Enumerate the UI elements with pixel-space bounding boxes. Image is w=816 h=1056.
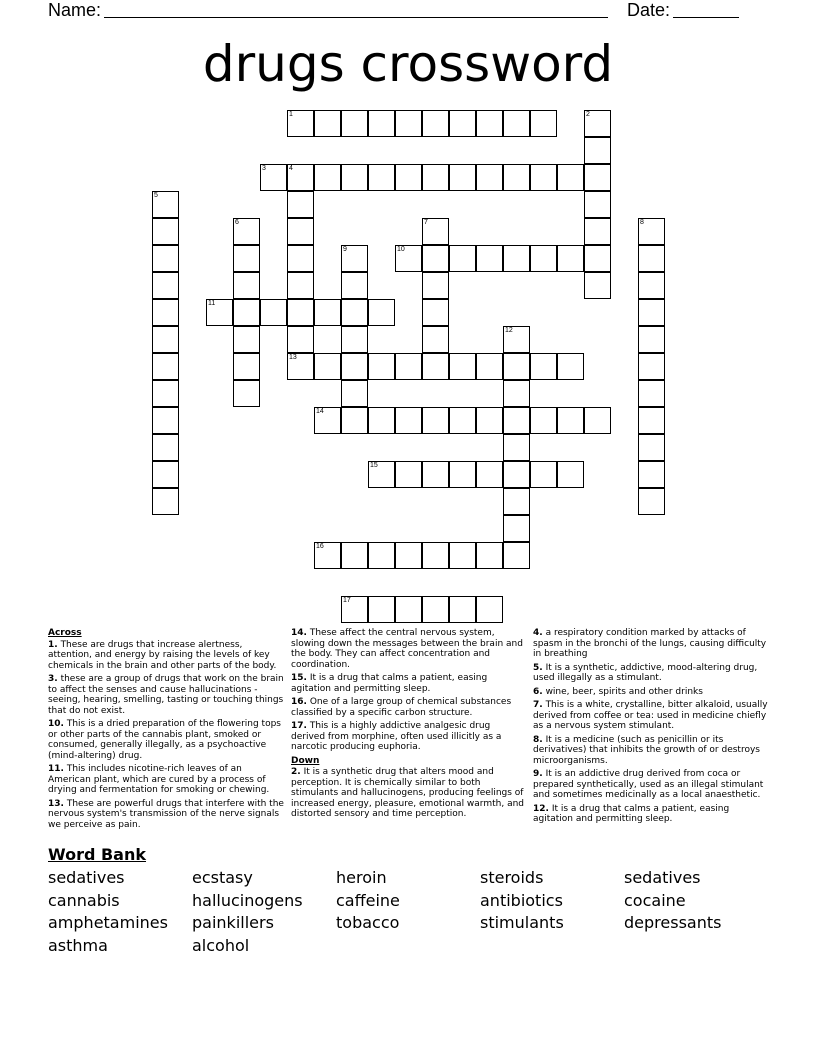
grid-cell[interactable] — [476, 164, 503, 191]
grid-cell[interactable] — [557, 407, 584, 434]
grid-cell[interactable] — [368, 461, 395, 488]
grid-cell[interactable] — [395, 245, 422, 272]
grid-cell[interactable] — [395, 542, 422, 569]
clue-down-5: 5. It is a synthetic, addictive, mood-altering drug, used illegally as a stimulant. — [533, 662, 758, 683]
cell-number: 2 — [586, 111, 590, 118]
grid-cell[interactable] — [584, 272, 611, 299]
grid-cell[interactable] — [368, 407, 395, 434]
grid-cell[interactable] — [530, 461, 557, 488]
grid-cell[interactable] — [422, 407, 449, 434]
grid-cell[interactable] — [638, 299, 665, 326]
grid-cell[interactable] — [152, 380, 179, 407]
clue-down-8: 8. It is a medicine (such as penicillin or its derivatives) that inhibits the growth of or destroys microorganisms. — [533, 734, 760, 766]
grid-cell[interactable] — [314, 353, 341, 380]
cell-number: 1 — [289, 111, 293, 118]
clues-column-3 — [533, 628, 769, 828]
grid-cell[interactable] — [233, 353, 260, 380]
grid-cell[interactable] — [476, 407, 503, 434]
grid-cell[interactable] — [638, 326, 665, 353]
grid-cell[interactable] — [503, 326, 530, 353]
grid-cell[interactable] — [233, 326, 260, 353]
grid-cell[interactable] — [233, 299, 260, 326]
word-bank-item: asthma — [48, 935, 108, 955]
clue-across-13: 13. These are powerful drugs that interfere with the nervous system's transmission of the nerve signals we perceive as pain. — [48, 798, 284, 830]
grid-cell[interactable] — [638, 434, 665, 461]
cell-number: 3 — [262, 165, 266, 172]
grid-cell[interactable] — [422, 353, 449, 380]
grid-cell[interactable] — [422, 326, 449, 353]
grid-cell[interactable] — [503, 245, 530, 272]
grid-cell[interactable] — [449, 353, 476, 380]
clues-column-1 — [48, 628, 284, 833]
grid-cell[interactable] — [152, 353, 179, 380]
grid-cell[interactable] — [368, 353, 395, 380]
grid-cell[interactable] — [341, 299, 368, 326]
grid-cell[interactable] — [152, 488, 179, 515]
grid-cell[interactable] — [368, 596, 395, 623]
grid-cell[interactable] — [449, 542, 476, 569]
word-bank-item: antibiotics — [480, 890, 563, 910]
word-bank-item: alcohol — [192, 935, 250, 955]
grid-cell[interactable] — [368, 164, 395, 191]
grid-cell[interactable] — [530, 164, 557, 191]
grid-cell[interactable] — [368, 110, 395, 137]
across-heading: Across — [48, 628, 82, 638]
grid-cell[interactable] — [503, 488, 530, 515]
grid-cell[interactable] — [341, 542, 368, 569]
grid-cell[interactable] — [260, 164, 287, 191]
clue-across-11: 11. This includes nicotine-rich leaves of an American plant, which are cured by a process of drying and fermentation for smoking or chewing. — [48, 764, 270, 795]
word-bank-item: heroin — [336, 868, 387, 887]
cell-number: 10 — [397, 246, 405, 253]
grid-cell[interactable] — [503, 407, 530, 434]
cell-number: 4 — [289, 165, 293, 172]
grid-cell[interactable] — [152, 191, 179, 218]
word-bank-item: cannabis — [48, 890, 120, 910]
grid-cell[interactable] — [422, 542, 449, 569]
grid-cell[interactable] — [503, 461, 530, 488]
grid-cell[interactable] — [503, 110, 530, 137]
grid-cell[interactable] — [584, 191, 611, 218]
cell-number: 16 — [316, 543, 324, 550]
grid-cell[interactable] — [638, 461, 665, 488]
word-bank-item: amphetamines — [48, 913, 168, 932]
cell-number: 12 — [505, 327, 513, 334]
grid-cell[interactable] — [422, 164, 449, 191]
grid-cell[interactable] — [503, 380, 530, 407]
clue-across-3: 3. these are a group of drugs that work on the brain to affect the senses and cause hallucinations - seeing, hearing, smelling, tasting or touching things that do not exist. — [48, 674, 284, 716]
grid-cell[interactable] — [638, 407, 665, 434]
grid-cell[interactable] — [287, 245, 314, 272]
cell-number: 9 — [343, 246, 347, 253]
grid-cell[interactable] — [395, 461, 422, 488]
grid-cell[interactable] — [368, 542, 395, 569]
word-bank-item: ecstasy — [192, 868, 253, 887]
grid-cell[interactable] — [152, 245, 179, 272]
grid-cell[interactable] — [314, 299, 341, 326]
word-bank-item: sedatives — [48, 868, 125, 887]
grid-cell[interactable] — [530, 407, 557, 434]
grid-cell[interactable] — [557, 353, 584, 380]
grid-cell[interactable] — [476, 461, 503, 488]
grid-cell[interactable] — [314, 542, 341, 569]
grid-cell[interactable] — [422, 461, 449, 488]
grid-cell[interactable] — [503, 434, 530, 461]
grid-cell[interactable] — [503, 164, 530, 191]
grid-cell[interactable] — [557, 245, 584, 272]
cell-number: 15 — [370, 462, 378, 469]
word-bank-item: stimulants — [480, 913, 564, 932]
grid-cell[interactable] — [287, 272, 314, 299]
grid-cell[interactable] — [314, 164, 341, 191]
grid-cell[interactable] — [368, 299, 395, 326]
grid-cell[interactable] — [530, 245, 557, 272]
grid-cell[interactable] — [287, 326, 314, 353]
grid-cell[interactable] — [314, 110, 341, 137]
cell-number: 11 — [208, 300, 216, 307]
grid-cell[interactable] — [530, 353, 557, 380]
grid-cell[interactable] — [422, 218, 449, 245]
grid-cell[interactable] — [341, 353, 368, 380]
grid-cell[interactable] — [557, 164, 584, 191]
cell-number: 8 — [640, 219, 644, 226]
word-bank-item: hallucinogens — [192, 890, 303, 910]
grid-cell[interactable] — [422, 596, 449, 623]
clue-across-15: 15. It is a drug that calms a patient, easing agitation and permitting sleep. — [291, 673, 488, 694]
grid-cell[interactable] — [449, 461, 476, 488]
cell-number: 13 — [289, 354, 297, 361]
page-title: drugs crossword — [202, 35, 614, 93]
cell-number: 5 — [154, 192, 158, 199]
grid-cell[interactable] — [638, 272, 665, 299]
grid-cell[interactable] — [476, 542, 503, 569]
word-bank-item: cocaine — [624, 890, 686, 910]
down-heading: Down — [291, 755, 320, 766]
grid-cell[interactable] — [395, 353, 422, 380]
grid-cell[interactable] — [314, 407, 341, 434]
grid-cell[interactable] — [341, 380, 368, 407]
grid-cell[interactable] — [530, 110, 557, 137]
grid-cell[interactable] — [233, 245, 260, 272]
grid-cell[interactable] — [287, 110, 314, 137]
grid-cell[interactable] — [476, 245, 503, 272]
grid-cell[interactable] — [152, 407, 179, 434]
grid-cell[interactable] — [449, 164, 476, 191]
grid-cell[interactable] — [503, 515, 530, 542]
grid-cell[interactable] — [584, 407, 611, 434]
clue-down-7: 7. This is a white, crystalline, bitter alkaloid, usually derived from coffee or tea: used in medicine chiefly as a nervous system stimulant. — [533, 700, 768, 731]
grid-cell[interactable] — [476, 110, 503, 137]
word-bank-item: depressants — [624, 913, 722, 932]
word-bank-item: tobacco — [336, 913, 400, 932]
clue-across-1: 1. These are drugs that increase alertness, attention, and energy by raising the levels of key chemicals in the brain and other parts of the body. — [48, 639, 277, 671]
grid-cell[interactable] — [287, 299, 314, 326]
grid-cell[interactable] — [341, 407, 368, 434]
grid-cell[interactable] — [638, 380, 665, 407]
date-label: Date: — [627, 0, 671, 20]
grid-cell[interactable] — [584, 164, 611, 191]
clue-across-16: 16. One of a large group of chemical substances classified by a specific carbon structure. — [291, 697, 512, 718]
clue-down-12: 12. It is a drug that calms a patient, easing agitation and permitting sleep. — [533, 803, 730, 824]
cell-number: 17 — [343, 597, 351, 604]
grid-cell[interactable] — [152, 326, 179, 353]
cell-number: 6 — [235, 219, 239, 226]
grid-cell[interactable] — [449, 110, 476, 137]
grid-cell[interactable] — [152, 461, 179, 488]
grid-cell[interactable] — [233, 218, 260, 245]
cell-number: 14 — [316, 408, 324, 415]
cell-number: 7 — [424, 219, 428, 226]
grid-cell[interactable] — [287, 164, 314, 191]
grid-cell[interactable] — [152, 434, 179, 461]
word-bank-item: caffeine — [336, 890, 400, 910]
grid-cell[interactable] — [503, 542, 530, 569]
grid-cell[interactable] — [152, 299, 179, 326]
word-bank-item: painkillers — [192, 913, 274, 932]
word-bank-title: Word Bank — [48, 845, 147, 864]
grid-cell[interactable] — [152, 218, 179, 245]
clue-across-14: 14. These affect the central nervous system, slowing down the messages between the brain and the body. They can affect concentration and coordination. — [291, 628, 523, 670]
grid-cell[interactable] — [260, 299, 287, 326]
grid-cell[interactable] — [395, 110, 422, 137]
grid-cell[interactable] — [476, 353, 503, 380]
clue-across-17: 17. This is a highly addictive analgesic drug derived from morphine, often used illicitly as a narcotic producing euphoria. — [291, 721, 502, 752]
grid-cell[interactable] — [584, 110, 611, 137]
grid-cell[interactable] — [287, 218, 314, 245]
grid-cell[interactable] — [152, 272, 179, 299]
word-bank-item: steroids — [480, 868, 544, 887]
grid-cell[interactable] — [422, 110, 449, 137]
name-label: Name: — [48, 0, 102, 20]
grid-cell[interactable] — [233, 380, 260, 407]
grid-cell[interactable] — [584, 245, 611, 272]
grid-cell[interactable] — [341, 110, 368, 137]
grid-cell[interactable] — [341, 272, 368, 299]
grid-cell[interactable] — [584, 218, 611, 245]
grid-cell[interactable] — [341, 326, 368, 353]
grid-cell[interactable] — [341, 596, 368, 623]
grid-cell[interactable] — [638, 218, 665, 245]
grid-cell[interactable] — [422, 272, 449, 299]
grid-cell[interactable] — [341, 164, 368, 191]
grid-cell[interactable] — [476, 596, 503, 623]
clue-down-4: 4. a respiratory condition marked by attacks of spasm in the bronchi of the lungs, causing difficulty in breathing — [533, 628, 767, 659]
grid-cell[interactable] — [557, 461, 584, 488]
grid-cell[interactable] — [503, 353, 530, 380]
grid-cell[interactable] — [395, 407, 422, 434]
clues-column-2 — [291, 628, 527, 823]
grid-cell[interactable] — [287, 191, 314, 218]
grid-cell[interactable] — [287, 353, 314, 380]
grid-cell[interactable] — [206, 299, 233, 326]
grid-cell[interactable] — [584, 137, 611, 164]
grid-cell[interactable] — [449, 245, 476, 272]
grid-cell[interactable] — [638, 488, 665, 515]
grid-cell[interactable] — [341, 245, 368, 272]
clue-down-6: 6. wine, beer, spirits and other drinks — [533, 686, 703, 697]
grid-cell[interactable] — [422, 245, 449, 272]
grid-cell[interactable] — [449, 407, 476, 434]
grid-cell[interactable] — [638, 245, 665, 272]
clue-across-10: 10. This is a dried preparation of the flowering tops or other parts of the cannabis plant, smoked or consumed, generally illegally, as a psychoactive (mind-altering) drug. — [48, 719, 281, 761]
grid-cell[interactable] — [233, 272, 260, 299]
grid-cell[interactable] — [422, 299, 449, 326]
grid-cell[interactable] — [395, 164, 422, 191]
word-bank-item: sedatives — [624, 868, 701, 887]
grid-cell[interactable] — [395, 596, 422, 623]
grid-cell[interactable] — [449, 596, 476, 623]
clue-down-2: 2. It is a synthetic drug that alters mood and perception. It is chemically similar to both stimulants and hallucinogens, producing feelings of increased energy, pleasure, emotional warmth, and distorted sensory and time perception. — [291, 767, 525, 819]
clue-down-9: 9. It is an addictive drug derived from coca or prepared synthetically, used as an illegal stimulant and sometimes medicinally as a local anaesthetic. — [533, 769, 764, 800]
grid-cell[interactable] — [638, 353, 665, 380]
